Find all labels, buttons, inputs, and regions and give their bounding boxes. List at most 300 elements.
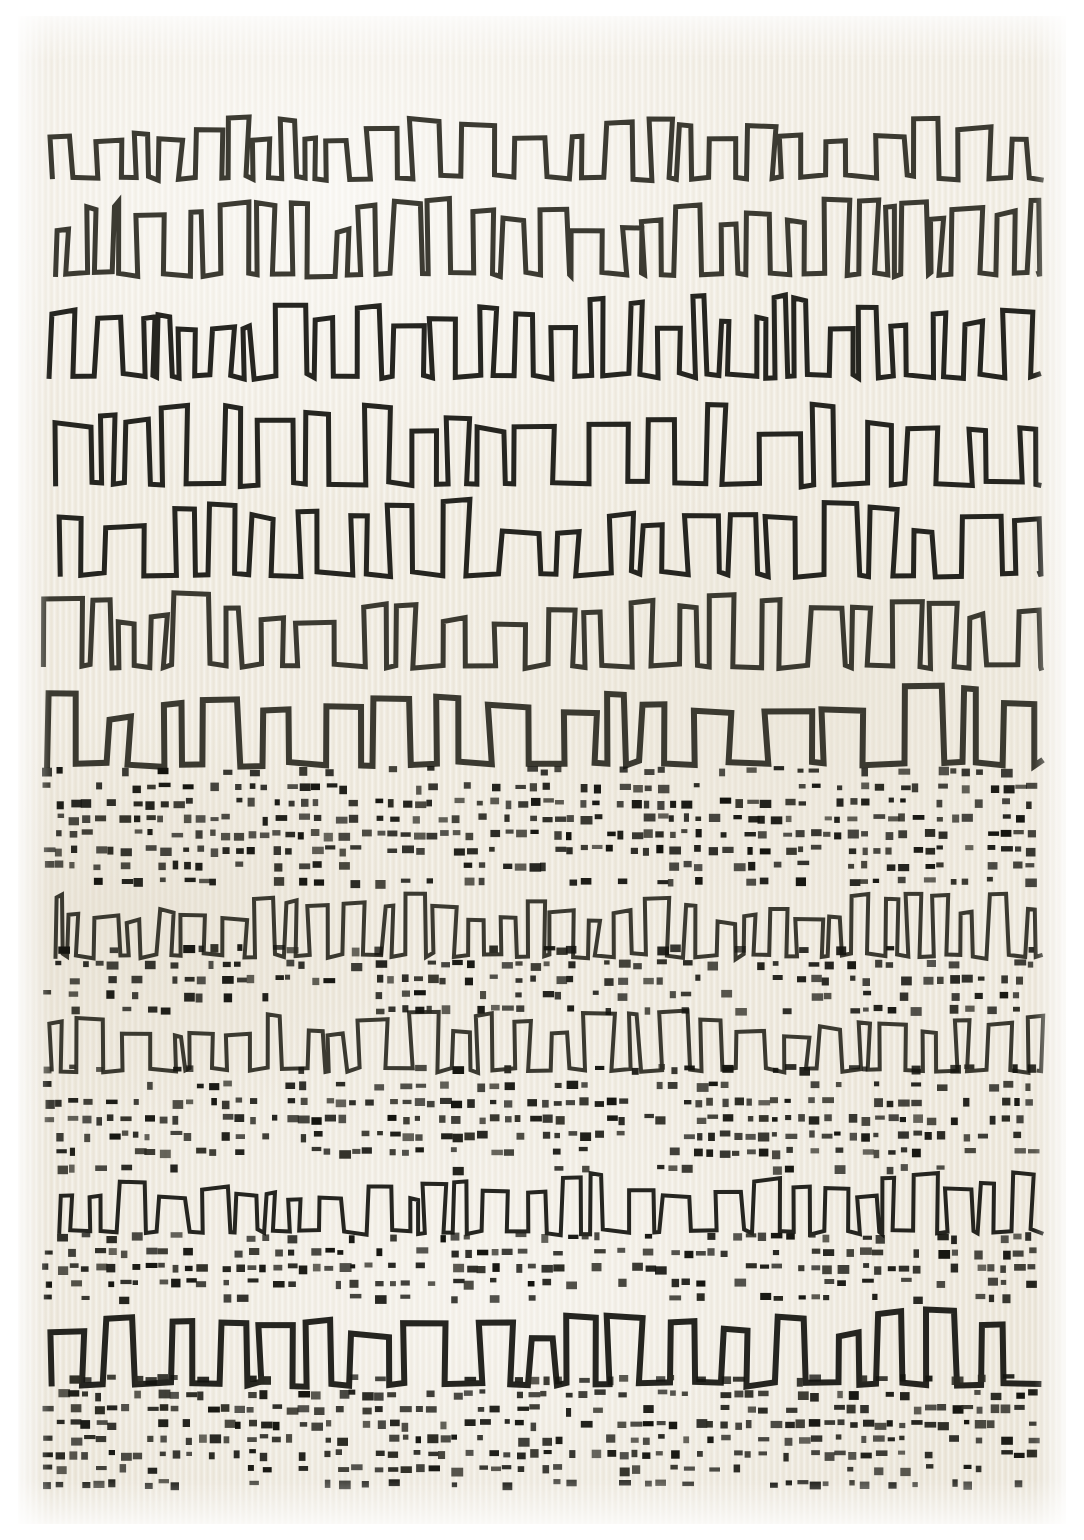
- pattern-dot: [1001, 1437, 1013, 1445]
- comb-row: [55, 404, 1039, 487]
- pattern-dot: [837, 1391, 843, 1398]
- pattern-dot: [133, 786, 141, 794]
- pattern-dot: [925, 1405, 937, 1411]
- pattern-dot: [247, 975, 255, 983]
- pattern-dot: [298, 1116, 310, 1124]
- pattern-dot: [352, 1149, 360, 1154]
- pattern-dot: [646, 1266, 657, 1272]
- pattern-dot: [160, 1404, 169, 1411]
- pattern-dot: [71, 1404, 82, 1412]
- pattern-dot: [515, 961, 522, 965]
- pattern-dot: [71, 846, 77, 853]
- pattern-dot: [669, 815, 674, 822]
- pattern-dot: [643, 1438, 650, 1445]
- pattern-dot: [515, 785, 526, 789]
- pattern-dot: [847, 817, 857, 822]
- pattern-dot: [799, 1295, 806, 1299]
- pattern-dot: [721, 832, 727, 837]
- pattern-dot: [477, 1131, 488, 1139]
- pattern-dot: [1013, 862, 1022, 869]
- pattern-dot: [1001, 1280, 1006, 1285]
- pattern-dot: [988, 862, 998, 870]
- pattern-dot: [349, 815, 358, 823]
- pattern-dot: [786, 848, 797, 855]
- pattern-dot: [760, 878, 769, 885]
- pattern-dot: [875, 960, 882, 968]
- pattern-dot: [477, 1435, 483, 1440]
- pattern-dot: [850, 976, 855, 981]
- pattern-dot: [733, 1233, 742, 1240]
- pattern-dot: [799, 1437, 811, 1444]
- pattern-dot: [899, 1423, 905, 1428]
- pattern-dot: [952, 1377, 964, 1386]
- pattern-dot: [850, 1133, 857, 1141]
- pattern-dot: [748, 862, 755, 871]
- pattern-dot: [173, 1100, 184, 1109]
- pattern-dot: [263, 817, 268, 826]
- pattern-dot: [451, 1147, 457, 1152]
- pattern-dot: [937, 1084, 948, 1091]
- pattern-dot: [42, 768, 52, 777]
- pattern-dot: [722, 847, 733, 853]
- pattern-dot: [783, 1008, 792, 1014]
- pattern-dot: [285, 975, 290, 980]
- pattern-dot: [861, 768, 868, 777]
- pattern-dot: [68, 1390, 79, 1396]
- pattern-dot: [1003, 1081, 1013, 1088]
- pattern-dot: [773, 1250, 779, 1255]
- pattern-dot: [184, 862, 191, 870]
- pattern-dot: [122, 768, 129, 777]
- pattern-dot: [595, 1131, 604, 1138]
- pattern-dot: [927, 960, 936, 967]
- pattern-dot: [96, 1264, 107, 1271]
- pattern-dot: [874, 1098, 883, 1107]
- pattern-dot: [888, 1437, 895, 1441]
- pattern-dot: [721, 1435, 731, 1441]
- pattern-dot: [566, 1480, 576, 1487]
- pattern-dot: [810, 1393, 819, 1402]
- pattern-dot: [1016, 977, 1023, 985]
- pattern-dot: [581, 845, 588, 850]
- pattern-dot: [630, 1422, 642, 1427]
- pattern-dot: [798, 1114, 805, 1122]
- rug-pattern-layer: [18, 16, 1066, 1524]
- pattern-dot: [874, 1266, 881, 1275]
- pattern-dot: [925, 1452, 933, 1459]
- pattern-dot: [913, 1266, 921, 1274]
- pattern-dot: [209, 1083, 219, 1090]
- pattern-dot: [592, 845, 603, 849]
- pattern-dot: [566, 1100, 575, 1105]
- pattern-dot: [452, 1482, 457, 1487]
- pattern-dot: [873, 1435, 885, 1441]
- pattern-dot: [515, 864, 527, 871]
- pattern-dot: [158, 863, 165, 871]
- pattern-dot: [467, 1266, 478, 1273]
- pattern-dot: [735, 946, 746, 953]
- pattern-dot: [403, 801, 412, 808]
- pattern-dot: [849, 1391, 859, 1400]
- pattern-dot: [403, 1435, 409, 1440]
- pattern-dot: [106, 1100, 118, 1105]
- pattern-dot: [452, 815, 460, 823]
- pattern-dot: [888, 1482, 896, 1489]
- pattern-dot: [134, 801, 143, 806]
- pattern-dot: [938, 1250, 950, 1259]
- pattern-dot: [783, 1453, 788, 1462]
- pattern-dot: [927, 1118, 936, 1126]
- pattern-dot: [286, 960, 294, 967]
- pattern-dot: [159, 1479, 169, 1483]
- pattern-dot: [69, 1065, 76, 1070]
- pattern-dot: [477, 1006, 484, 1014]
- pattern-dot: [706, 1149, 713, 1157]
- pattern-dot: [581, 1082, 587, 1088]
- pattern-dot: [566, 1408, 571, 1417]
- pattern-dot: [847, 1249, 855, 1257]
- pattern-dot: [336, 1406, 344, 1412]
- pattern-dot: [706, 1098, 713, 1106]
- pattern-dot: [416, 1464, 425, 1472]
- pattern-dot: [554, 1101, 562, 1106]
- pattern-dot: [414, 833, 426, 840]
- pattern-dot: [262, 993, 268, 1001]
- pattern-dot: [1003, 1251, 1011, 1260]
- pattern-dot: [658, 785, 669, 794]
- pattern-dot: [607, 1450, 616, 1457]
- pattern-dot: [454, 1393, 463, 1400]
- pattern-dot: [82, 1391, 88, 1396]
- pattern-dot: [1014, 1264, 1026, 1271]
- pattern-dot: [964, 1465, 972, 1469]
- pattern-dot: [734, 863, 746, 871]
- pattern-dot: [759, 1451, 768, 1455]
- pattern-dot: [1002, 1098, 1010, 1106]
- pattern-dot: [376, 1009, 385, 1015]
- pattern-dot: [477, 1250, 488, 1256]
- pattern-dot: [937, 1234, 948, 1240]
- pattern-dot: [658, 767, 665, 773]
- pattern-dot: [70, 1263, 79, 1268]
- pattern-dot: [56, 1482, 64, 1487]
- pattern-dot: [697, 1133, 702, 1140]
- pattern-dot: [376, 1248, 382, 1256]
- pattern-dot: [913, 1297, 923, 1304]
- pattern-dot: [771, 816, 783, 824]
- pattern-dot: [976, 769, 983, 775]
- pattern-dot: [351, 1464, 363, 1470]
- pattern-dot: [668, 1082, 678, 1089]
- pattern-dot: [683, 960, 693, 965]
- pattern-dot: [658, 813, 669, 818]
- pattern-dot: [390, 1149, 396, 1155]
- pattern-dot: [250, 770, 260, 776]
- pattern-dot: [480, 1118, 486, 1125]
- pattern-dot: [697, 1118, 707, 1124]
- pattern-dot: [68, 1249, 76, 1257]
- pattern-dot: [171, 1232, 183, 1238]
- pattern-dot: [515, 1377, 523, 1382]
- pattern-dot: [132, 1232, 143, 1240]
- pattern-dot: [350, 1264, 355, 1268]
- pattern-dot: [670, 1465, 677, 1470]
- pattern-dot: [898, 1100, 910, 1107]
- pattern-dot: [747, 800, 759, 804]
- pattern-dot: [121, 1165, 132, 1171]
- pattern-dot: [926, 864, 936, 869]
- pattern-dot: [530, 783, 537, 791]
- pattern-dot: [722, 1376, 731, 1384]
- pattern-dot: [836, 1148, 844, 1153]
- pattern-dot: [173, 861, 179, 870]
- pattern-dot: [594, 1249, 606, 1253]
- pattern-dot: [1013, 830, 1023, 834]
- pattern-dot: [440, 1082, 449, 1089]
- pattern-dot: [1001, 769, 1013, 778]
- pattern-dot: [887, 1167, 894, 1174]
- pattern-dot: [416, 1436, 421, 1443]
- pattern-dot: [746, 1420, 752, 1428]
- pattern-dot: [81, 1452, 88, 1460]
- pattern-dot: [544, 1450, 552, 1454]
- pattern-dot: [735, 1279, 747, 1287]
- pattern-dot: [620, 784, 631, 790]
- pattern-dot: [250, 1098, 257, 1104]
- pattern-dot: [632, 1450, 638, 1457]
- pattern-dot: [671, 1250, 680, 1255]
- pattern-dot: [774, 862, 782, 868]
- pattern-dot: [745, 832, 756, 837]
- pattern-dot: [645, 786, 652, 792]
- pattern-dot: [160, 1280, 169, 1285]
- pattern-dot: [261, 785, 268, 791]
- pattern-dot: [465, 878, 475, 886]
- pattern-dot: [657, 1082, 663, 1089]
- pattern-dot: [773, 1166, 782, 1174]
- pattern-dot: [376, 1451, 385, 1456]
- pattern-dot: [758, 1437, 769, 1441]
- pattern-dot: [643, 1421, 654, 1426]
- rug-motif-svg: [18, 16, 1066, 1524]
- pattern-dot: [314, 1131, 323, 1137]
- pattern-dot: [694, 864, 702, 871]
- pattern-dot: [236, 798, 242, 803]
- pattern-dot: [836, 1434, 842, 1439]
- pattern-dot: [298, 1391, 310, 1398]
- pattern-dot: [375, 1377, 386, 1382]
- pattern-dot: [850, 1008, 860, 1013]
- pattern-dot: [312, 847, 324, 854]
- pattern-dot: [160, 878, 166, 883]
- pattern-dot: [173, 1067, 181, 1072]
- pattern-dot: [146, 1248, 157, 1255]
- pattern-dot: [135, 829, 143, 833]
- pattern-dot: [234, 1450, 240, 1458]
- pattern-dot: [914, 1249, 920, 1258]
- pattern-dot: [734, 1465, 741, 1473]
- pattern-dot: [579, 1147, 588, 1151]
- pattern-dot: [912, 1482, 917, 1487]
- pattern-dot: [569, 1131, 578, 1136]
- pattern-dot: [937, 1131, 945, 1139]
- pattern-dot: [822, 1097, 834, 1103]
- pattern-dot: [617, 1422, 626, 1428]
- pattern-dot: [645, 1007, 651, 1014]
- pattern-dot: [93, 1481, 104, 1488]
- pattern-dot: [748, 1407, 756, 1413]
- pattern-dot: [1015, 785, 1027, 789]
- pattern-dot: [859, 879, 868, 884]
- pattern-dot: [911, 1007, 922, 1016]
- pattern-dot: [70, 1375, 82, 1383]
- pattern-dot: [107, 847, 113, 855]
- pattern-dot: [183, 945, 195, 953]
- pattern-dot: [390, 1281, 396, 1286]
- pattern-dot: [505, 1082, 515, 1090]
- pattern-dot: [834, 1451, 845, 1456]
- pattern-dot: [250, 1376, 257, 1382]
- comb-row: [50, 1310, 1038, 1387]
- pattern-dot: [55, 849, 62, 857]
- pattern-dot: [988, 831, 999, 836]
- pattern-dot: [299, 863, 310, 869]
- pattern-dot: [414, 1450, 421, 1455]
- pattern-dot: [56, 1133, 63, 1142]
- pattern-dot: [619, 1098, 628, 1103]
- pattern-dot: [95, 1248, 106, 1253]
- pattern-dot: [965, 1148, 976, 1153]
- pattern-dot: [554, 831, 561, 840]
- pattern-dot: [440, 1098, 452, 1104]
- pattern-dot: [451, 1296, 458, 1303]
- pattern-dot: [374, 1393, 384, 1401]
- pattern-dot: [69, 991, 79, 996]
- pattern-dot: [45, 1117, 54, 1122]
- pattern-dot: [160, 848, 172, 856]
- pattern-dot: [617, 801, 624, 808]
- pattern-dot: [823, 1235, 830, 1243]
- pattern-dot: [260, 1453, 267, 1461]
- pattern-dot: [249, 1248, 259, 1255]
- pattern-dot: [350, 1294, 362, 1299]
- pattern-dot: [566, 976, 573, 982]
- pattern-dot: [95, 1165, 107, 1171]
- pattern-dot: [235, 1251, 243, 1258]
- pattern-dot: [516, 1233, 527, 1237]
- pattern-dot: [451, 1233, 460, 1241]
- pattern-dot: [145, 1134, 150, 1140]
- pattern-dot: [707, 1437, 713, 1444]
- pattern-dot: [107, 1405, 117, 1410]
- pattern-dot: [723, 1114, 734, 1121]
- pattern-dot: [517, 1453, 526, 1460]
- pattern-dot: [709, 847, 718, 855]
- pattern-dot: [236, 1265, 245, 1273]
- pattern-dot: [506, 801, 512, 810]
- pattern-dot: [682, 1392, 688, 1397]
- pattern-dot: [288, 1281, 296, 1287]
- pattern-dot: [811, 829, 822, 836]
- pattern-dot: [196, 830, 203, 838]
- pattern-dot: [530, 1449, 538, 1458]
- pattern-dot: [451, 1116, 460, 1124]
- pattern-dot: [505, 1116, 512, 1122]
- pattern-dot: [642, 1452, 650, 1459]
- pattern-dot: [823, 1481, 829, 1486]
- pattern-dot: [850, 879, 861, 886]
- pattern-dot: [45, 1251, 53, 1255]
- pattern-dot: [872, 1294, 877, 1300]
- pattern-dot: [657, 801, 664, 810]
- pattern-dot: [774, 766, 784, 770]
- pattern-dot: [490, 830, 500, 837]
- pattern-dot: [148, 1407, 159, 1411]
- pattern-dot: [377, 1131, 383, 1135]
- pattern-dot: [544, 1377, 550, 1386]
- pattern-dot: [825, 816, 832, 820]
- pattern-dot: [132, 1264, 140, 1270]
- pattern-dot: [708, 1133, 715, 1141]
- pattern-dot: [657, 1421, 666, 1425]
- pattern-dot: [1013, 1007, 1020, 1012]
- pattern-dot: [477, 1266, 486, 1273]
- pattern-dot: [684, 1251, 693, 1258]
- pattern-dot: [71, 800, 81, 808]
- pattern-dot: [288, 1098, 295, 1103]
- pattern-dot: [898, 830, 907, 838]
- pattern-dot: [326, 1420, 331, 1426]
- pattern-dot: [670, 945, 681, 953]
- pattern-dot: [797, 1378, 803, 1387]
- pattern-dot: [811, 845, 822, 850]
- pattern-dot: [808, 1097, 815, 1103]
- pattern-dot: [786, 1480, 792, 1485]
- pattern-dot: [465, 1377, 477, 1381]
- pattern-dot: [465, 1250, 472, 1258]
- pattern-dot: [799, 801, 806, 805]
- pattern-dot: [696, 1251, 706, 1256]
- pattern-dot: [696, 829, 702, 837]
- pattern-dot: [887, 1420, 893, 1426]
- pattern-dot: [133, 1453, 142, 1460]
- pattern-dot: [336, 1281, 341, 1289]
- pattern-dot: [1025, 1099, 1033, 1106]
- pattern-dot: [644, 829, 653, 838]
- pattern-dot: [734, 1133, 742, 1140]
- pattern-dot: [785, 1166, 794, 1173]
- pattern-dot: [375, 1281, 383, 1286]
- pattern-dot: [121, 1453, 132, 1461]
- pattern-dot: [772, 1264, 783, 1269]
- pattern-dot: [684, 1100, 691, 1104]
- pattern-dot: [349, 800, 358, 806]
- pattern-dot: [415, 1116, 420, 1121]
- pattern-dot: [823, 1295, 829, 1300]
- pattern-dot: [492, 784, 501, 792]
- pattern-dot: [658, 1434, 665, 1439]
- pattern-dot: [1026, 848, 1036, 857]
- pattern-dot: [55, 961, 61, 965]
- pattern-dot: [850, 798, 857, 805]
- pattern-dot: [809, 1233, 816, 1238]
- pattern-dot: [1004, 785, 1015, 793]
- pattern-dot: [540, 863, 546, 872]
- pattern-dot: [617, 1131, 625, 1136]
- pattern-dot: [186, 1100, 193, 1105]
- pattern-dot: [657, 947, 669, 956]
- pattern-dot: [287, 947, 299, 953]
